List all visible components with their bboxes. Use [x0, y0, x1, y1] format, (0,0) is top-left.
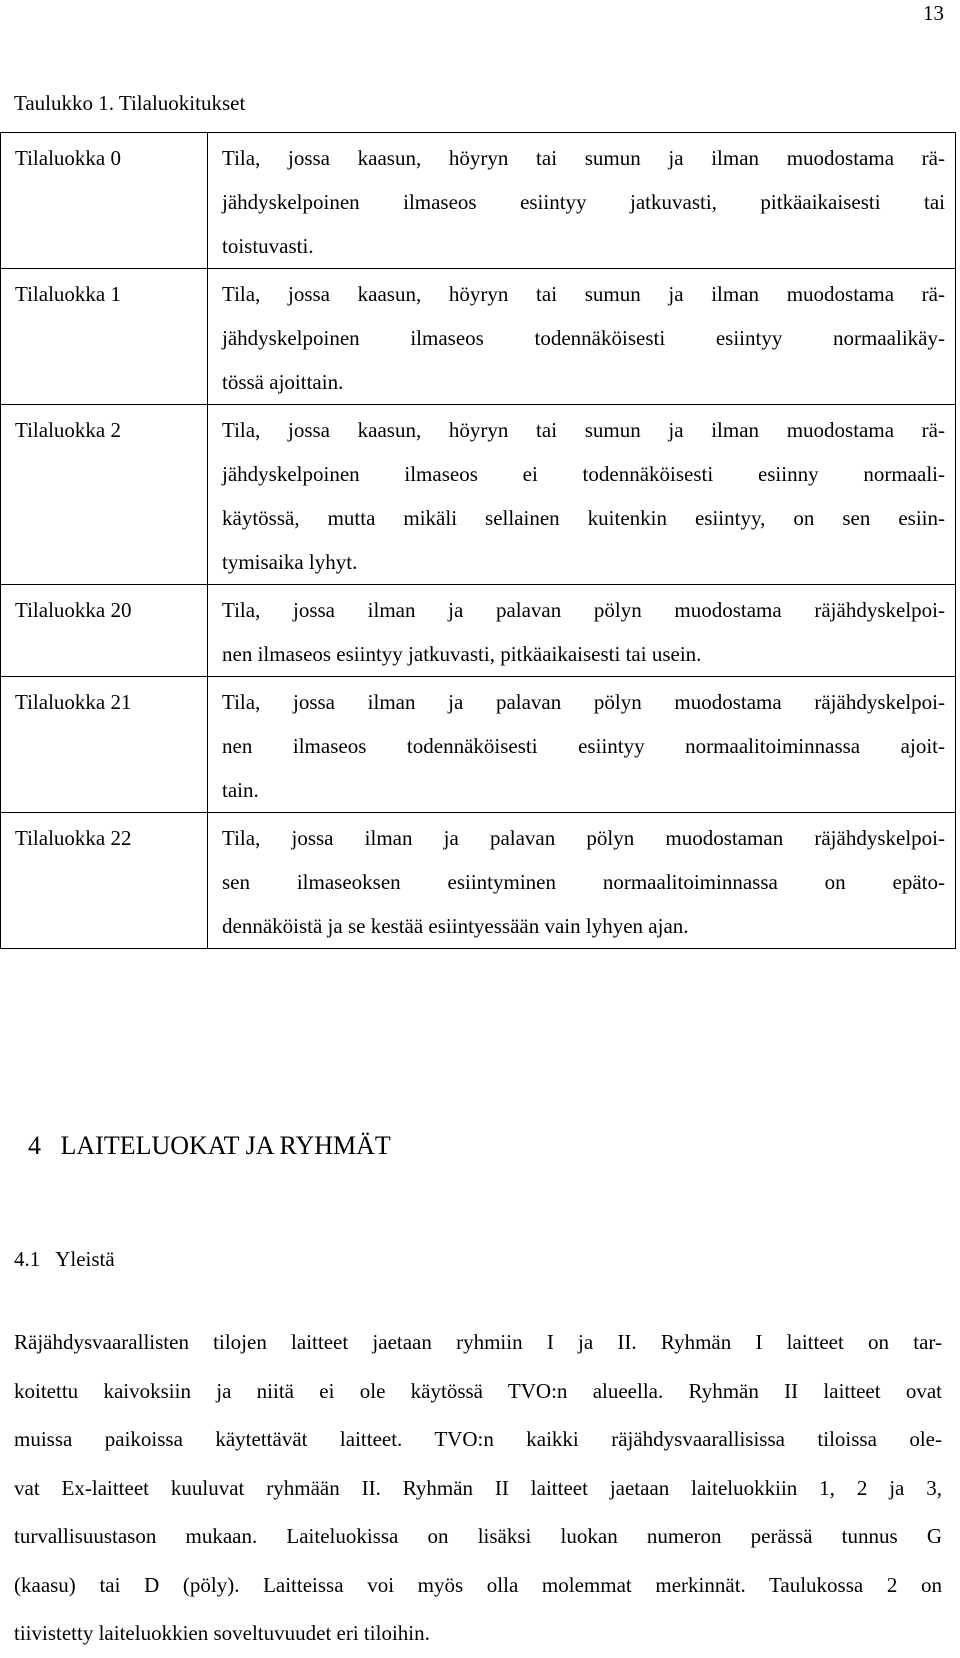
zone-label: Tilaluokka 1 — [1, 269, 208, 405]
description-line: Tila, jossa ilman ja palavan pölyn muodostaman räjähdyskelpoi- — [222, 826, 945, 850]
zone-description — [208, 677, 956, 813]
zone-label: Tilaluokka 22 — [1, 813, 208, 949]
paragraph-line: Räjähdysvaarallisten tilojen laitteet jaetaan ryhmiin I ja II. Ryhmän I laitteet on tar- — [14, 1330, 942, 1354]
description-line: nen ilmaseos todennäköisesti esiintyy normaalitoiminnassa ajoit- — [222, 734, 945, 758]
description-line: sen ilmaseoksen esiintyminen normaalitoiminnassa on epäto- — [222, 870, 945, 894]
description-line: dennäköistä ja se kestää esiintyessään vain lyhyen ajan. — [222, 914, 689, 938]
zone-label: Tilaluokka 2 — [1, 405, 208, 585]
zone-description — [208, 813, 956, 949]
table-row — [1, 405, 956, 585]
paragraph-line: tiivistetty laiteluokkien soveltuvuudet eri tiloihin. — [14, 1621, 430, 1645]
paragraph-line: koitettu kaivoksiin ja niitä ei ole käytössä TVO:n alueella. Ryhmän II laitteet ovat — [14, 1378, 942, 1403]
zone-label: Tilaluokka 0 — [1, 133, 208, 269]
description-line: Tila, jossa ilman ja palavan pölyn muodostama räjähdyskelpoi- — [222, 690, 945, 714]
table-body — [1, 133, 956, 949]
table-caption: Taulukko 1. Tilaluokitukset — [14, 91, 246, 115]
zone-description — [208, 133, 956, 269]
zone-description — [208, 269, 956, 405]
zone-description — [208, 405, 956, 585]
description-line: jähdyskelpoinen ilmaseos ei todennäköisesti esiinny normaali- — [222, 462, 945, 486]
description-line: käytössä, mutta mikäli sellainen kuitenkin esiintyy, on sen esiin- — [222, 506, 945, 530]
description-line: Tila, jossa kaasun, höyryn tai sumun ja ilman muodostama rä- — [222, 146, 945, 170]
table-row — [1, 133, 956, 269]
page-number: 13 — [923, 1, 944, 25]
subsection-number: 4.1 — [14, 1247, 41, 1271]
subsection-heading — [14, 1246, 115, 1272]
description-line: Tila, jossa kaasun, höyryn tai sumun ja ilman muodostama rä- — [222, 282, 945, 306]
paragraph-line: muissa paikoissa käytettävät laitteet. TVO:n kaikki räjähdysvaarallisissa tiloissa ole- — [14, 1427, 942, 1451]
description-line: tymisaika lyhyt. — [222, 550, 358, 574]
subsection-title: Yleistä — [55, 1247, 115, 1271]
paragraph-line: turvallisuustason mukaan. Laiteluokissa on lisäksi luokan numeron perässä tunnus G — [14, 1524, 942, 1548]
description-line: jähdyskelpoinen ilmaseos todennäköisesti esiintyy normaalikäy- — [222, 326, 945, 350]
paragraph-line: (kaasu) tai D (pöly). Laitteissa voi myös olla molemmat merkinnät. Taulukossa 2 on — [14, 1572, 942, 1597]
description-line: tain. — [222, 778, 259, 802]
table-row — [1, 269, 956, 405]
zone-description — [208, 585, 956, 677]
body-paragraph — [14, 1318, 942, 1658]
section-heading — [28, 1130, 391, 1162]
section-number: 4 — [28, 1131, 41, 1160]
section-title: LAITELUOKAT JA RYHMÄT — [60, 1131, 391, 1160]
description-line: nen ilmaseos esiintyy jatkuvasti, pitkäaikaisesti tai usein. — [222, 642, 702, 666]
description-line: toistuvasti. — [222, 234, 314, 258]
description-line: Tila, jossa ilman ja palavan pölyn muodostama räjähdyskelpoi- — [222, 598, 945, 622]
table-row — [1, 677, 956, 813]
description-line: Tila, jossa kaasun, höyryn tai sumun ja ilman muodostama rä- — [222, 418, 945, 442]
description-line: tössä ajoittain. — [222, 370, 344, 394]
zone-classification-table — [0, 132, 956, 949]
paragraph-line: vat Ex-laitteet kuuluvat ryhmään II. Ryhmän II laitteet jaetaan laiteluokkiin 1, 2 ja 3, — [14, 1475, 942, 1500]
zone-label: Tilaluokka 20 — [1, 585, 208, 677]
table-row — [1, 585, 956, 677]
table-row — [1, 813, 956, 949]
description-line: jähdyskelpoinen ilmaseos esiintyy jatkuvasti, pitkäaikaisesti tai — [222, 190, 945, 214]
zone-label: Tilaluokka 21 — [1, 677, 208, 813]
